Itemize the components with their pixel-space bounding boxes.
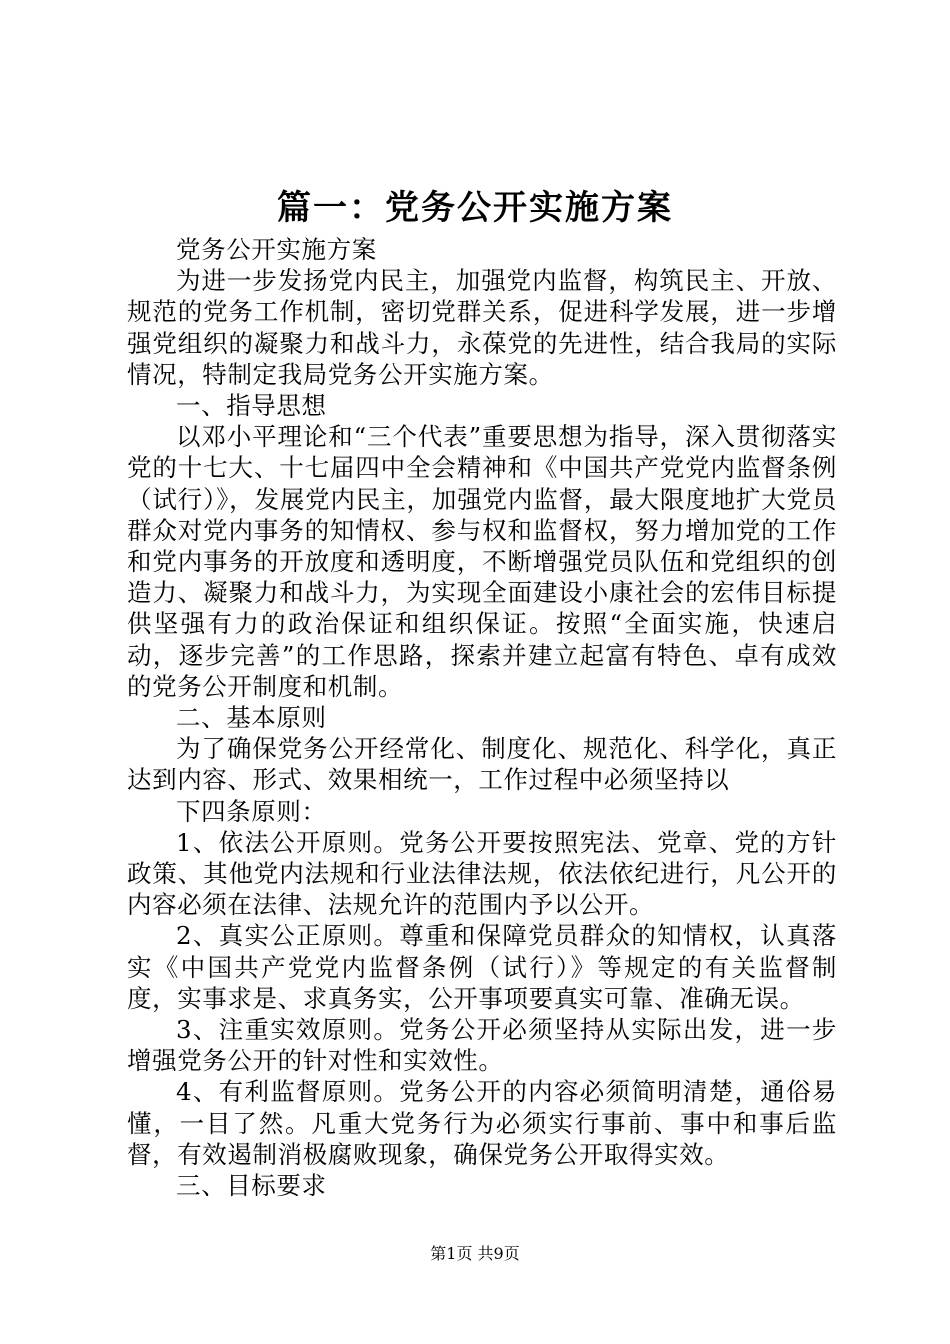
document-body (127, 234, 837, 1201)
document-title: 篇一：党务公开实施方案 (277, 188, 673, 228)
paragraph-principle-2: 2、真实公正原则。尊重和保障党员群众的知情权，认真落实《中国共产党党内监督条例（试行）》等规定的有关监督制度，实事求是、求真务实，公开事项要真实可靠、准确无误。 (127, 921, 837, 1013)
section-heading-3: 三、目标要求 (176, 1171, 327, 1201)
paragraph-principle-3: 3、注重实效原则。党务公开必须坚持从实际出发，进一步增强党务公开的针对性和实效性。 (127, 1015, 837, 1076)
page-number-footer: 第1页 共9页 (430, 1244, 520, 1263)
section-heading-1: 一、指导思想 (176, 391, 327, 421)
paragraph-subtitle: 党务公开实施方案 (176, 235, 377, 264)
paragraph-principle-1: 1、依法公开原则。党务公开要按照宪法、党章、党的方针政策、其他党内法规和行业法律法规，依法依纪进行，凡公开的内容必须在法律、法规允许的范围内予以公开。 (127, 827, 837, 920)
paragraph-guiding-thought: 以邓小平理论和“三个代表”重要思想为指导，深入贯彻落实党的十七大、十七届四中全会精神和《中国共产党党内监督条例（试行）》，发展党内民主，加强党内监督，最大限度地扩大党员群众对党内事务的知情权、参与权和监督权，努力增加党的工作和党内事务的开放度和透明度，不断增强党员队伍和党组织的创造力、凝聚力和战斗力，为实现全面建设小康社会的宏伟目标提供坚强有力的政治保证和组织保证。按照“全面实施，快速启动，逐步完善”的工作思路，探索并建立起富有特色、卓有成效的党务公开制度和机制。 (127, 422, 837, 701)
paragraph-intro: 为进一步发扬党内民主，加强党内监督，构筑民主、开放、规范的党务工作机制，密切党群关系，促进科学发展，进一步增强党组织的凝聚力和战斗力，永葆党的先进性，结合我局的实际情况，特制定我局党务公开实施方案。 (127, 266, 837, 389)
paragraph-principles-intro: 为了确保党务公开经常化、制度化、规范化、科学化，真正达到内容、形式、效果相统一，工作过程中必须坚持以 (127, 734, 837, 795)
paragraph-principle-4: 4、有利监督原则。党务公开的内容必须简明清楚，通俗易懂，一目了然。凡重大党务行为必须实行事前、事中和事后监督，有效遏制消极腐败现象，确保党务公开取得实效。 (127, 1077, 837, 1169)
paragraph-principles-lead: 下四条原则： (176, 796, 327, 826)
section-heading-2: 二、基本原则 (176, 703, 327, 733)
